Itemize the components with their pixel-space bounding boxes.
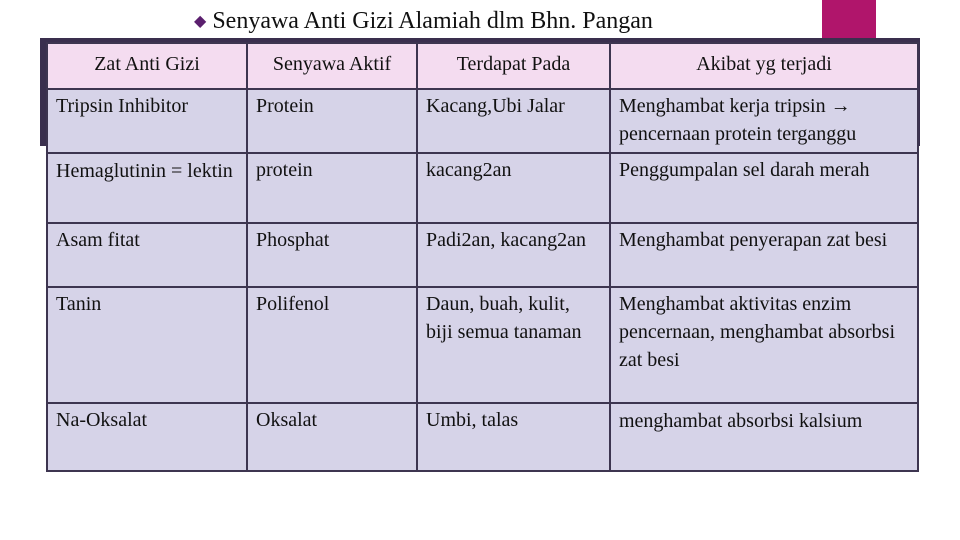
table-cell: Polifenol <box>247 287 417 403</box>
table-cell: Asam fitat <box>47 223 247 287</box>
table-cell: Hemaglutinin = lektin <box>47 153 247 223</box>
table-cell: kacang2an <box>417 153 610 223</box>
table-cell: Kacang,Ubi Jalar <box>417 89 610 153</box>
table-cell: Na-Oksalat <box>47 403 247 471</box>
table-row <box>47 223 918 287</box>
table-cell: Daun, buah, kulit, biji semua tanaman <box>417 287 610 403</box>
table-cell: Oksalat <box>247 403 417 471</box>
table-cell: Menghambat aktivitas enzim pencernaan, menghambat absorbsi zat besi <box>610 287 918 403</box>
table-cell: Umbi, talas <box>417 403 610 471</box>
table-cell: Phosphat <box>247 223 417 287</box>
table-row <box>47 153 918 223</box>
table-cell: Menghambat penyerapan zat besi <box>610 223 918 287</box>
table-cell: Tanin <box>47 287 247 403</box>
table-cell: Menghambat kerja tripsin → pencernaan protein terganggu <box>610 89 918 153</box>
header-cell: Akibat yg terjadi <box>610 43 918 89</box>
anti-nutrient-table <box>46 42 919 472</box>
diamond-bullet-icon: ◆ <box>194 13 207 30</box>
table-cell: Penggumpalan sel darah merah <box>610 153 918 223</box>
table-cell: Padi2an, kacang2an <box>417 223 610 287</box>
table-cell: Tripsin Inhibitor <box>47 89 247 153</box>
table-row <box>47 89 918 153</box>
table-row <box>47 287 918 403</box>
table-row <box>47 403 918 471</box>
header-cell: Terdapat Pada <box>417 43 610 89</box>
accent-block <box>822 0 876 42</box>
table-cell: Protein <box>247 89 417 153</box>
table-header-row <box>47 43 918 89</box>
header-cell: Senyawa Aktif <box>247 43 417 89</box>
slide-title-text: Senyawa Anti Gizi Alamiah dlm Bhn. Pangan <box>212 8 653 34</box>
table-cell: protein <box>247 153 417 223</box>
table-cell: menghambat absorbsi kalsium <box>610 403 918 471</box>
header-cell: Zat Anti Gizi <box>47 43 247 89</box>
slide-title <box>194 6 653 37</box>
